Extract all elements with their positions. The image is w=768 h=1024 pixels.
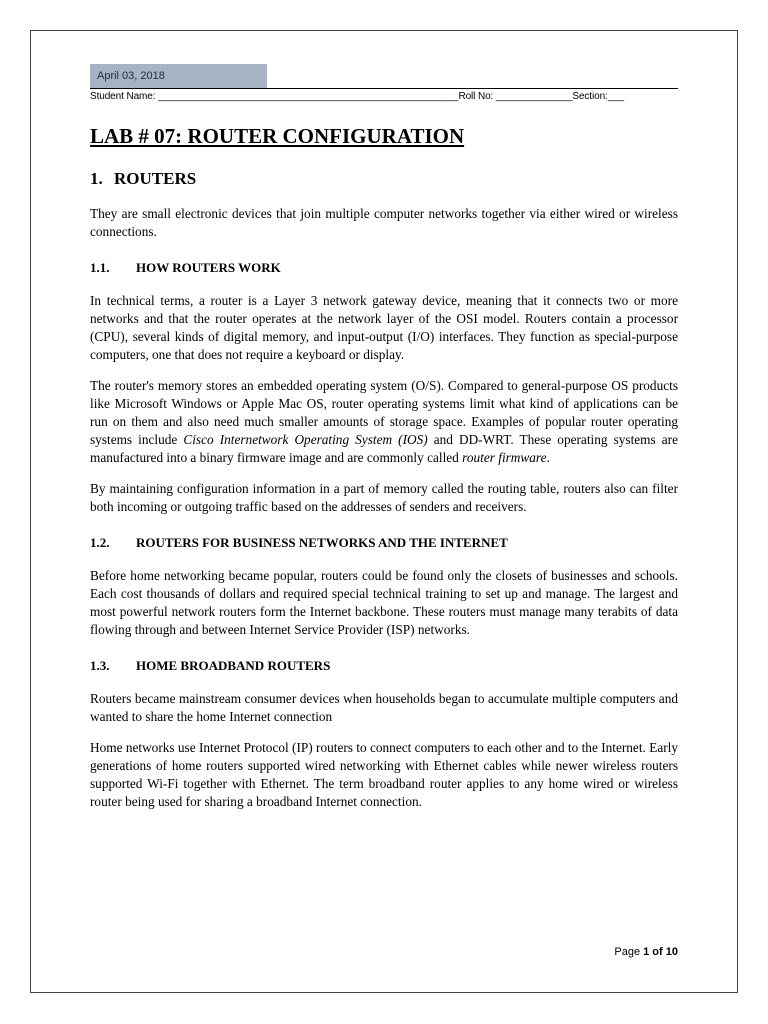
subsection-heading-how-routers-work xyxy=(90,259,678,277)
subsection-number: 1.2. xyxy=(90,535,110,550)
text-run: . xyxy=(546,450,550,465)
paragraph-business-routers: Before home networking became popular, routers could be found only the closets of businesses and schools. Each cost thousands of dollars and required special technical training to set up and manage. The largest and most powerful network routers form the Internet backbone. These routers must manage many terabits of data flowing through and between Internet Service Provider (ISP) networks. xyxy=(90,568,678,637)
text-run: The router's memory stores an embedded operating system (O/S). Compared to general-purpose OS products like Microsoft Windows or Apple Mac OS, router operating systems limit what kind of applications can be run on them and also need much smaller amounts of storage space. Examples of popular router operating systems include xyxy=(90,378,678,447)
page-number xyxy=(614,946,678,958)
text-run: and DD-WRT. These operating systems are manufactured into a binary firmware image and are commonly called xyxy=(90,432,678,465)
italic-text-router-firmware: router firmware xyxy=(462,450,547,465)
subsection-heading-home-broadband xyxy=(90,657,678,675)
paragraph-router-memory xyxy=(90,377,678,467)
subsection-heading-business-routers xyxy=(90,534,678,552)
header-divider xyxy=(90,88,678,89)
italic-text-ios: Cisco Internetwork Operating System (IOS) xyxy=(183,432,428,447)
student-info-line: Student Name: _______________________________________________________Roll No: ______________Section:___ xyxy=(90,91,625,102)
document-body xyxy=(90,122,678,811)
subsection-number: 1.3. xyxy=(90,658,110,673)
subsection-number: 1.1. xyxy=(90,260,110,275)
subsection-title: HOME BROADBAND ROUTERS xyxy=(136,658,331,673)
page-total: 10 xyxy=(665,946,678,958)
paragraph-technical-terms: In technical terms, a router is a Layer 3 network gateway device, meaning that it connects two or more networks and that the router operates at the network layer of the OSI model. Routers contain a processor (CPU), several kinds of digital memory, and input-output (I/O) interfaces. They function as special-purpose computers, one that does not require a keyboard or display. xyxy=(90,293,678,362)
paragraph-routing-table: By maintaining configuration information in a part of memory called the routing table, routers also can filter both incoming or outgoing traffic based on the addresses of senders and receivers. xyxy=(90,481,678,514)
subsection-title: HOW ROUTERS WORK xyxy=(136,260,281,275)
page-of: of xyxy=(649,946,666,958)
date-field: April 03, 2018 xyxy=(90,64,267,88)
paragraph-consumer-devices: Routers became mainstream consumer devices when households began to accumulate multiple computers and wanted to share the home Internet connection xyxy=(90,691,678,724)
paragraph-routers-intro: They are small electronic devices that join multiple computer networks together via either wired or wireless connections. xyxy=(90,206,678,239)
page-label: Page xyxy=(614,946,644,958)
section-heading-routers xyxy=(90,168,678,190)
subsection-title: ROUTERS FOR BUSINESS NETWORKS AND THE INTERNET xyxy=(136,535,508,550)
lab-title: LAB # 07: ROUTER CONFIGURATION xyxy=(90,124,465,148)
section-number: 1. xyxy=(90,169,103,188)
section-title: ROUTERS xyxy=(114,169,197,188)
page-current: 1 xyxy=(643,946,650,958)
paragraph-home-networks: Home networks use Internet Protocol (IP) routers to connect computers to each other and to the Internet. Early generations of home routers supported wired networking with Ethernet cables while newer wireless routers supported Wi-Fi together with Ethernet. The term broadband router applies to any home wired or wireless router being used for sharing a broadband Internet connection. xyxy=(90,740,678,809)
